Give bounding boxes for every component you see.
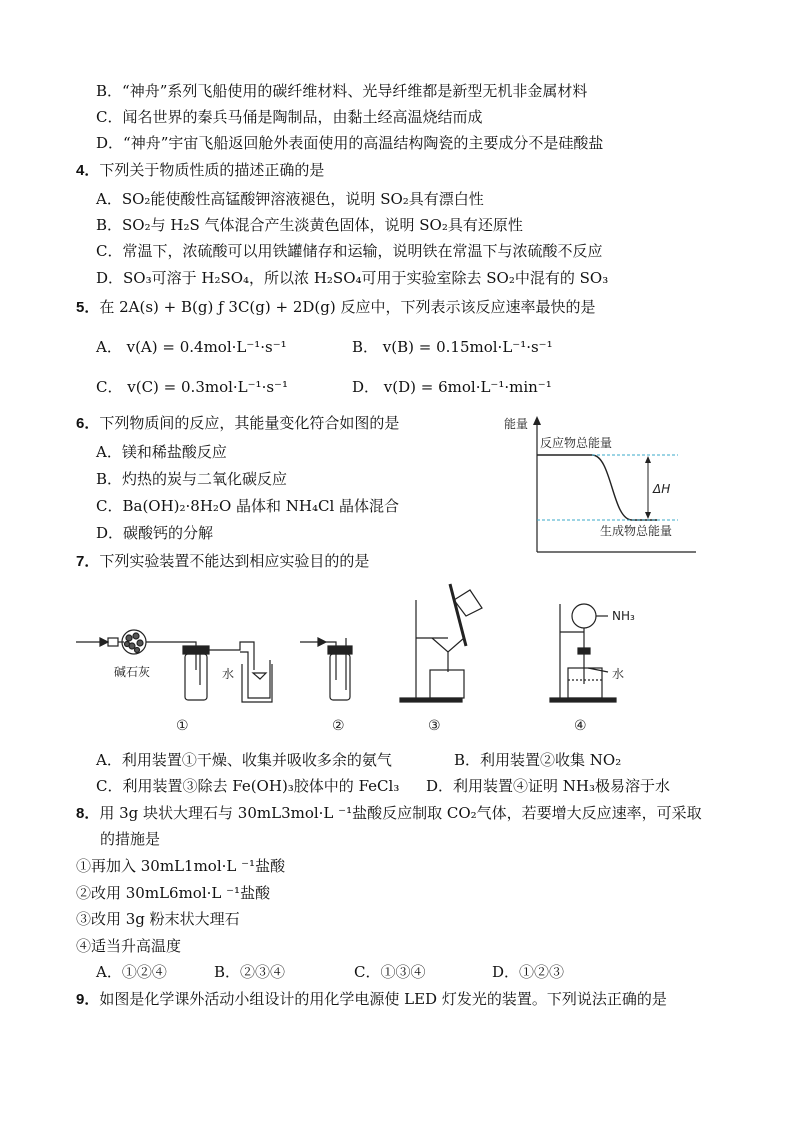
q4-number: 4． [76,162,100,179]
energy-y-arrow [533,416,541,425]
q3-option-b: B．“神舟”系列飞船使用的碳纤维材料、光导纤维都是新型无机非金属材料 [96,82,588,100]
q4-option-b: B．SO₂与 H₂S 气体混合产生淡黄色固体，说明 SO₂具有还原性 [96,216,523,234]
q8-item-4: ④适当升高温度 [76,937,182,955]
q7-option-b: B．利用装置②收集 NO₂ [454,751,622,769]
reactant-label: 反应物总能量 [540,436,613,450]
q5-option-a: A． v(A) = 0.4mol·L⁻¹·s⁻¹ [96,338,287,356]
water-label-1: 水 [222,667,235,681]
q8-item-2: ②改用 30mL6mol·L ⁻¹盐酸 [76,884,271,902]
apparatus-2 [300,638,352,700]
product-label: 生成物总能量 [600,524,673,538]
q6-option-b: B．灼热的炭与二氧化碳反应 [96,470,288,488]
apparatus-figure [70,580,710,740]
q7-option-a: A．利用装置①干燥、收集并吸收多余的氨气 [96,751,392,769]
energy-ylabel: 能量 [504,417,529,431]
q5-stem [76,297,596,318]
q9-stem-text: 如图是化学课外活动小组设计的用化学电源使 LED 灯发光的装置。下列说法正确的是 [99,990,667,1008]
energy-curve [537,455,657,520]
q5-option-d: D． v(D) = 6mol·L⁻¹·min⁻¹ [352,378,552,396]
q3-option-d: D．“神舟”宇宙飞船返回舱外表面使用的高温结构陶瓷的主要成分不是硅酸盐 [96,134,604,152]
apparatus-num-3: ③ [428,718,441,734]
q4-stem-text: 下列关于物质性质的描述正确的是 [99,161,325,179]
q6-stem-text: 下列物质间的反应，其能量变化符合如图的是 [99,414,400,432]
q6-option-c: C．Ba(OH)₂·8H₂O 晶体和 NH₄Cl 晶体混合 [96,497,400,515]
q7-number: 7． [76,553,100,570]
q9-stem [76,989,667,1010]
q5-stem-text: 在 2A(s) + B(g) ƒ 3C(g) + 2D(g) 反应中，下列表示该反应速率最快的是 [99,298,596,316]
q8-option-c: C．①③④ [354,963,426,981]
delta-h-label: ΔH [653,482,671,496]
q8-stem [76,803,702,824]
q5-option-b: B． v(B) = 0.15mol·L⁻¹·s⁻¹ [352,338,553,356]
q8-number: 8． [76,805,100,822]
water-label-2: 水 [612,667,625,681]
q5-number: 5． [76,299,100,316]
apparatus-num-1: ① [176,718,189,734]
q8-stem-text-2: 的措施是 [100,830,161,848]
apparatus-4 [550,604,616,702]
q8-item-3: ③改用 3g 粉末状大理石 [76,910,240,928]
q4-option-c: C．常温下，浓硫酸可以用铁罐储存和运输，说明铁在常温下与浓硫酸不反应 [96,242,603,260]
delta-h-arrowhead-up [645,456,651,463]
q7-stem [76,551,369,572]
q3-option-c: C．闻名世界的秦兵马俑是陶制品，由黏土经高温烧结而成 [96,108,483,126]
apparatus-1 [76,630,272,702]
q6-stem [76,413,399,434]
energy-diagram [500,412,700,558]
q8-stem-text-1: 用 3g 块状大理石与 30mL3mol·L ⁻¹盐酸反应制取 CO₂气体，若要增大反应速率，可采取 [99,804,702,822]
q6-number: 6． [76,415,100,432]
q4-option-a: A．SO₂能使酸性高锰酸钾溶液褪色，说明 SO₂具有漂白性 [96,190,484,208]
apparatus-num-2: ② [332,718,345,734]
q6-option-a: A．镁和稀盐酸反应 [96,443,227,461]
q7-option-d: D．利用装置④证明 NH₃极易溶于水 [426,777,671,795]
q4-stem [76,160,324,181]
q8-option-b: B．②③④ [214,963,286,981]
q4-option-d: D．SO₃可溶于 H₂SO₄，所以浓 H₂SO₄可用于实验室除去 SO₂中混有的 SO₃ [96,269,609,287]
q8-option-a: A．①②④ [96,963,167,981]
apparatus-num-4: ④ [574,718,587,734]
delta-h-arrowhead-down [645,512,651,519]
q9-number: 9． [76,991,100,1008]
q7-stem-text: 下列实验装置不能达到相应实验目的的是 [99,552,370,570]
q8-option-d: D．①②③ [492,963,565,981]
nh3-label: NH₃ [612,609,635,623]
q7-option-c: C．利用装置③除去 Fe(OH)₃胶体中的 FeCl₃ [96,777,400,795]
soda-lime-label: 碱石灰 [114,665,151,679]
q6-option-d: D．碳酸钙的分解 [96,524,214,542]
apparatus-3 [400,584,482,702]
q8-item-1: ①再加入 30mL1mol·L ⁻¹盐酸 [76,857,286,875]
q5-option-c: C． v(C) = 0.3mol·L⁻¹·s⁻¹ [96,378,288,396]
